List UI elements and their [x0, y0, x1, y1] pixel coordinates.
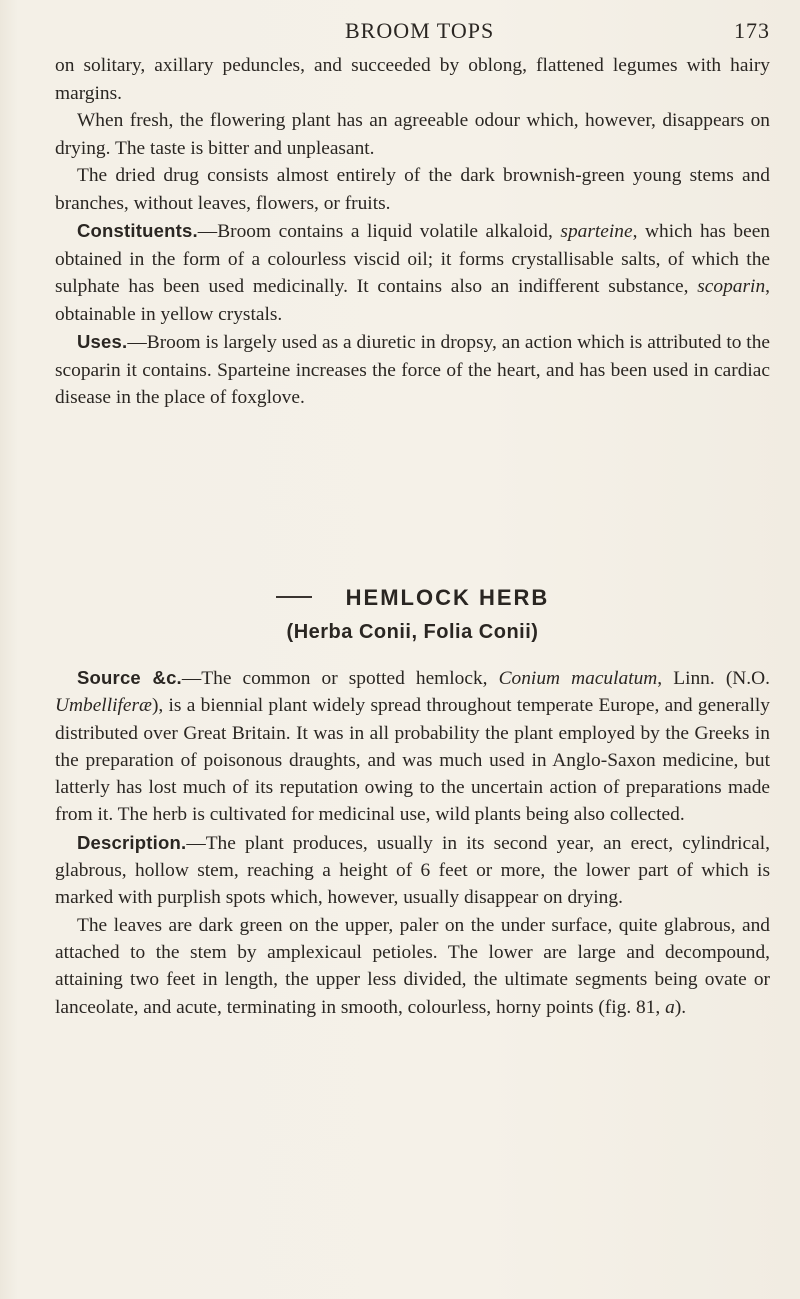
sparteine-term: sparteine	[560, 221, 633, 242]
scoparin-term: scoparin	[697, 276, 766, 297]
paragraph-legumes: on solitary, axillary peduncles, and succeeded by oblong, flattened legumes with hairy margins.	[55, 55, 770, 104]
description-heading: Description.	[77, 831, 187, 853]
hemlock-subtitle: (Herba Conii, Folia Conii)	[286, 621, 539, 643]
conium-term: Conium maculatum	[498, 668, 658, 689]
paragraph-source	[55, 664, 770, 829]
page-number: 173	[734, 18, 770, 43]
constituents-text-a: —Broom contains a liquid volatile alkaloid,	[197, 221, 561, 242]
hemlock-title-block	[55, 585, 770, 644]
uses-heading: Uses.	[77, 331, 128, 352]
constituents-text-b: , which has been obtained in the form of a colourless viscid oil; it forms crystallisable salts, of which the sulphate has been used medicinally. It contains also an indifferent substance,	[55, 221, 770, 297]
paragraph-leaves	[55, 912, 770, 1021]
umbelliferae-term: Umbelliferæ	[55, 695, 152, 717]
paragraph-description	[55, 829, 770, 912]
paragraph-dried-drug: The dried drug consists almost entirely of the dark brownish-green young stems and branches, without leaves, flowers, or fruits.	[55, 165, 770, 214]
source-text-c: ), is a biennial plant widely spread throughout temperate Europe, and generally distributed over Great Britain. It was in all probability the plant employed by the Greeks in the preparation of poisonous draughts, and was much used in Anglo-Saxon medicine, but latterly has lost much of its reputation owing to the uncertain action of preparations made from it. The herb is cultivated for medicinal use, wild plants being also collected.	[55, 695, 770, 826]
source-text-b: , Linn. (N.O.	[657, 668, 770, 689]
hemlock-title: HEMLOCK HERB	[345, 585, 550, 610]
paragraph-uses	[55, 328, 770, 412]
running-head: BROOM TOPS	[345, 18, 495, 43]
broom-tops-text	[55, 52, 770, 412]
source-heading: Source &c.	[77, 667, 182, 688]
uses-text: —Broom is largely used as a diuretic in dropsy, an action which is attributed to the scoparin it contains. Sparteine increases the force of the heart, and has been used in cardiac disease in the place of foxglove.	[55, 332, 770, 408]
page-header	[55, 12, 770, 52]
constituents-text-c: , obtainable in yellow crystals.	[55, 276, 770, 325]
description-text: —The plant produces, usually in its second year, an erect, cylindrical, glabrous, hollow stem, reaching a height of 6 feet or more, the lower part of which is marked with purplish spots which, however, usually disappear on drying.	[55, 832, 770, 909]
paragraph-odour: When fresh, the flowering plant has an agreeable odour which, however, disappears on drying. The taste is bitter and unpleasant.	[55, 110, 770, 159]
constituents-heading: Constituents.	[77, 220, 198, 241]
source-text-a: —The common or spotted hemlock,	[181, 668, 499, 689]
title-rule	[276, 596, 312, 598]
hemlock-text	[55, 664, 770, 1021]
leaves-text-b: ).	[674, 996, 687, 1018]
paragraph-constituents	[55, 217, 770, 328]
figure-ref-a: a	[665, 996, 675, 1018]
leaves-text-a: The leaves are dark green on the upper, paler on the under surface, quite glabrous, and attached to the stem by amplexicaul petioles. The lower are large and decompound, attaining two feet in length, the upper less divided, the ultimate segments being ovate or lanceolate, and acute, terminating in smooth, colourless, horny points (fig. 81,	[55, 914, 770, 1018]
